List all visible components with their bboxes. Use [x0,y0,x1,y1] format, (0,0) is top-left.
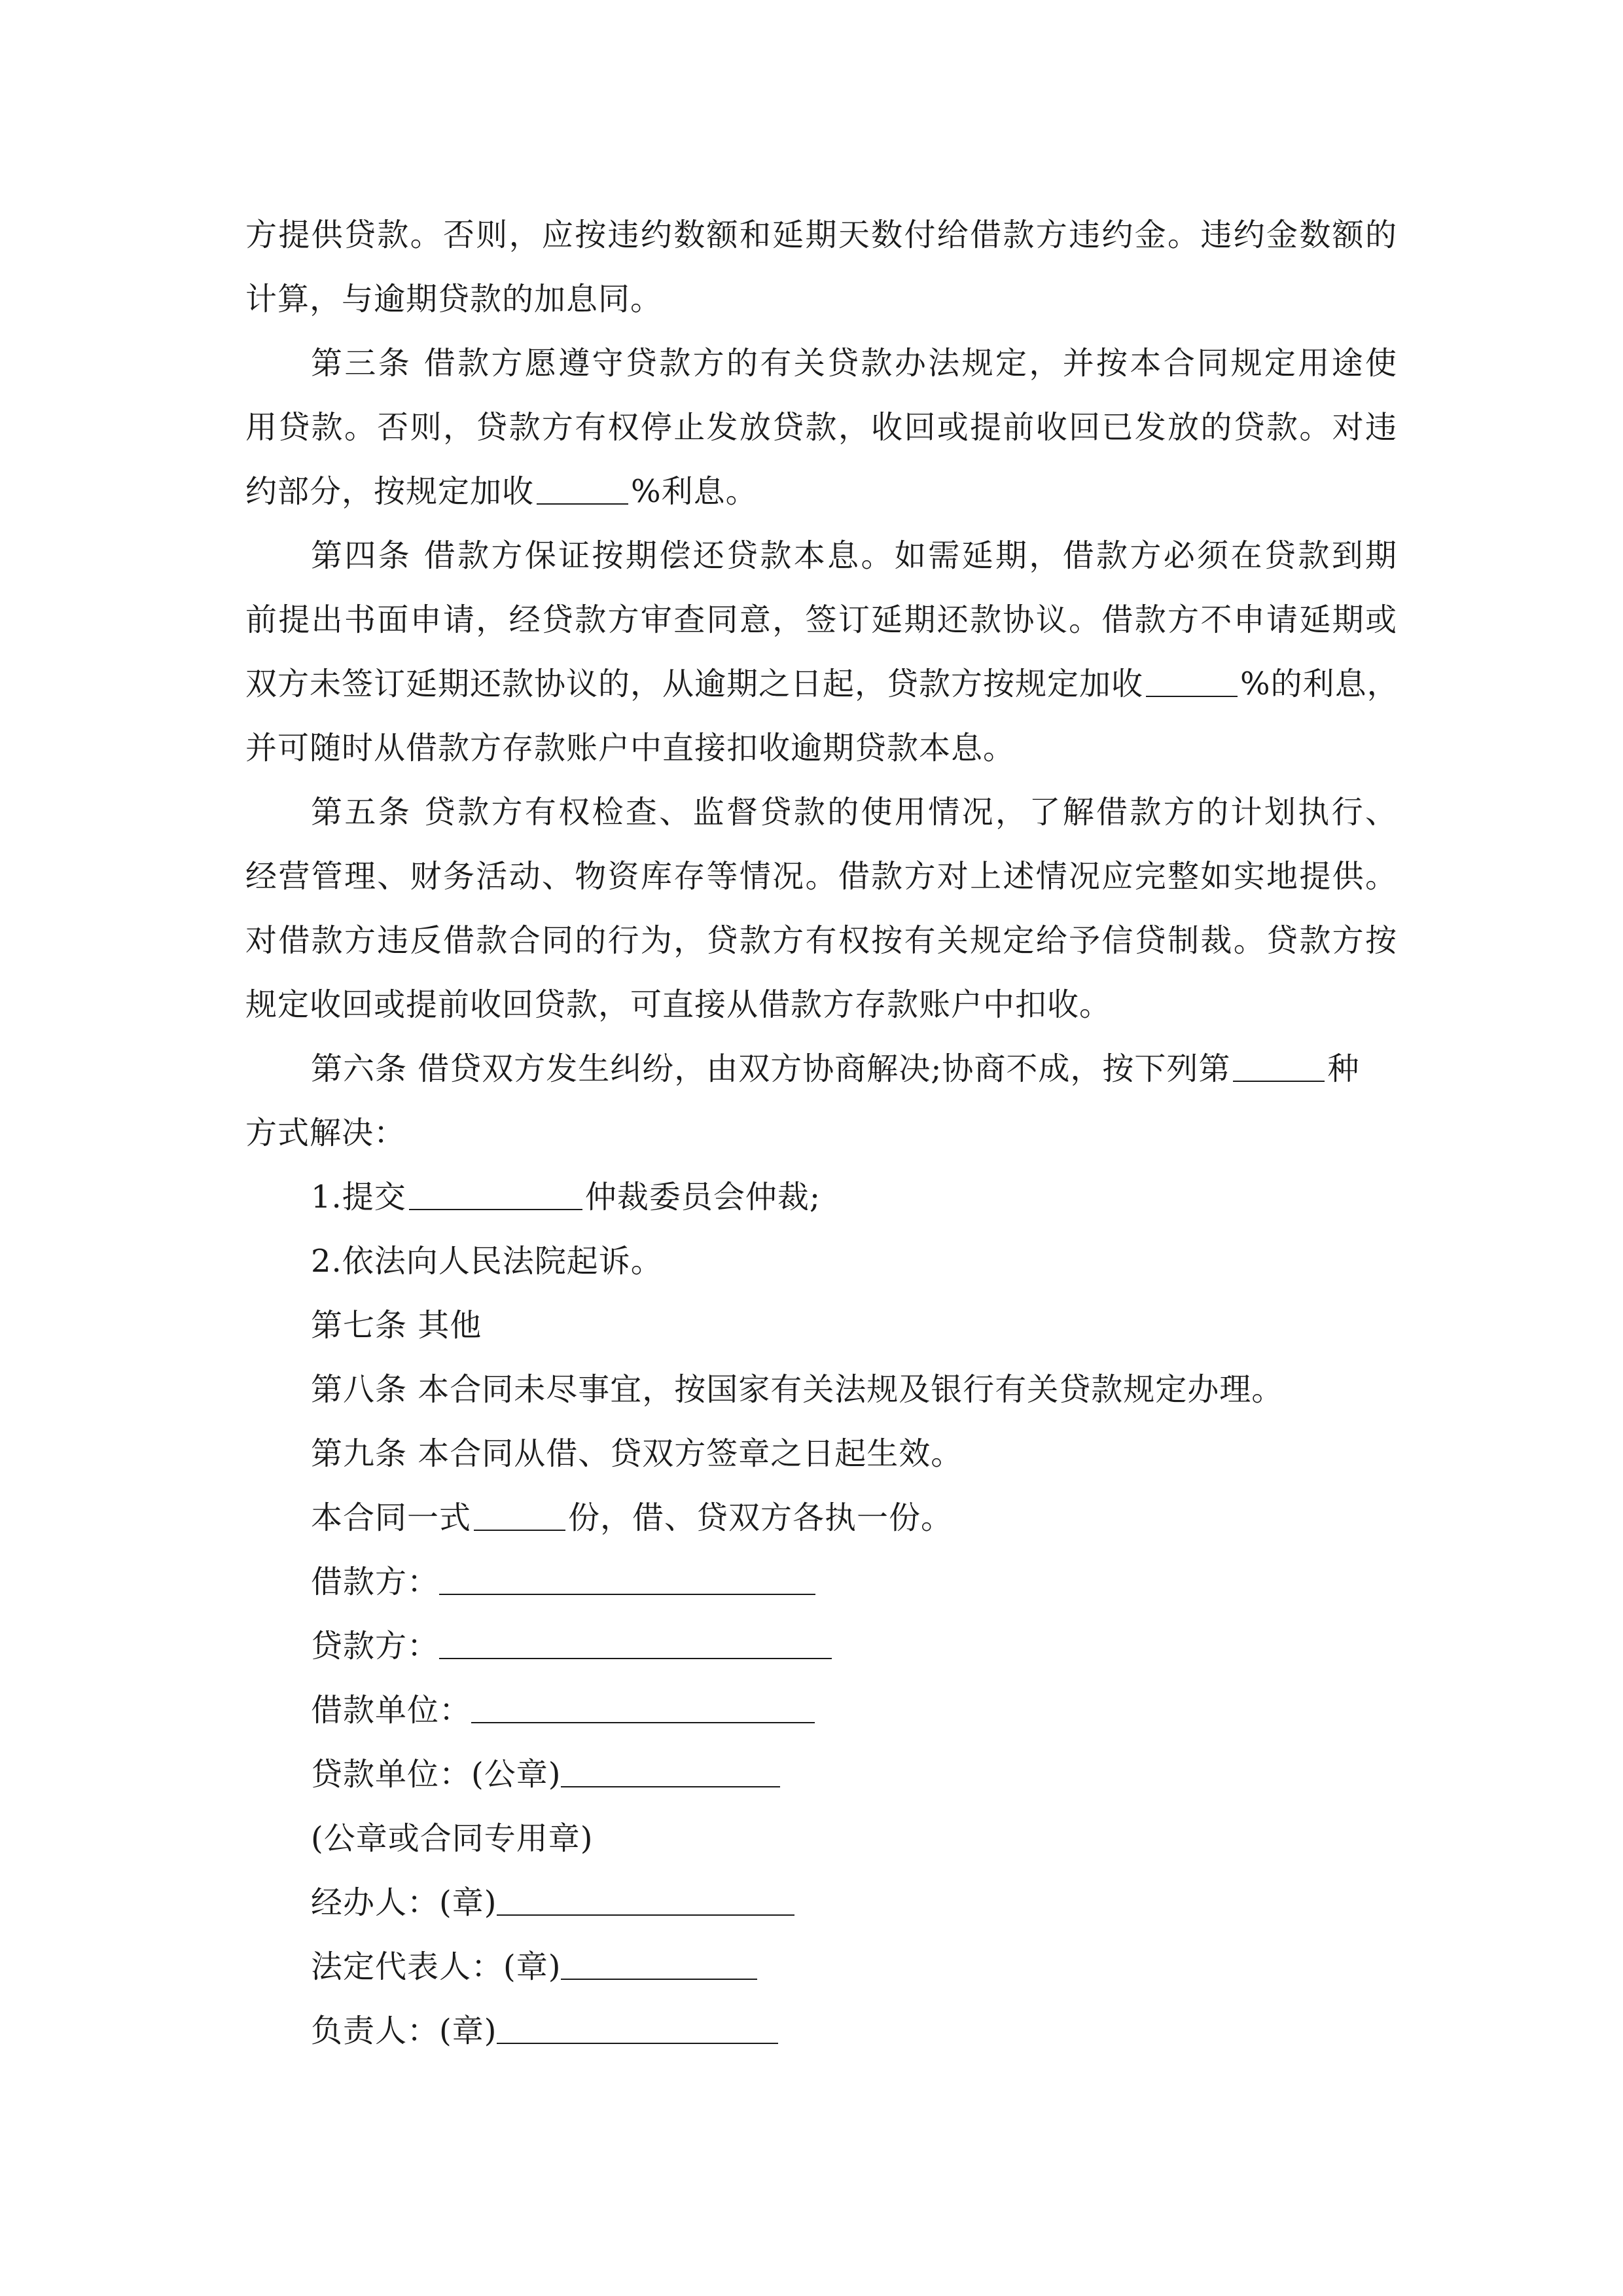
paragraph-line: 用贷款。否则，贷款方有权停止发放贷款，收回或提前收回已发放的贷款。对违 [245,409,1397,446]
signature-label: 贷款单位：(公章) [311,1756,562,1793]
fill-blank[interactable] [474,1499,565,1531]
signature-blank[interactable] [497,2013,778,2044]
text-segment: 种 [1327,1050,1360,1087]
signature-label: 法定代表人：(章) [311,1948,562,1985]
paragraph-line: 方提供贷款。否则，应按违约数额和延期天数付给借款方违约金。违约金数额的 [245,217,1397,253]
text-segment: 1.提交 [311,1179,406,1215]
article-7: 第七条 其他 [311,1307,482,1344]
signature-lender-unit [245,1742,1397,1806]
signature-borrower [245,1550,1397,1614]
signature-blank[interactable] [497,1884,794,1916]
paragraph-line: 对借款方违反借款合同的行为，贷款方有权按有关规定给予信贷制裁。贷款方按 [245,922,1397,959]
text-segment: %利息。 [631,473,758,510]
signature-blank[interactable] [561,1948,757,1980]
paragraph-line: 并可随时从借款方存款账户中直接扣收逾期贷款本息。 [245,730,1016,766]
signature-blank[interactable] [439,1628,832,1659]
fill-blank[interactable] [409,1179,582,1210]
paragraph-line: 规定收回或提前收回贷款，可直接从借款方存款账户中扣收。 [245,986,1112,1023]
text-segment: 双方未签订延期还款协议的，从逾期之日起，贷款方按规定加收 [245,666,1144,702]
fill-blank[interactable] [537,473,628,505]
signature-label: 贷款方： [311,1628,440,1664]
article-3-line: 第三条 借款方愿遵守贷款方的有关贷款办法规定，并按本合同规定用途使 [311,345,1397,382]
paragraph-line [245,459,1397,524]
article-4-line: 第四条 借款方保证按期偿还贷款本息。如需延期，借款方必须在贷款到期 [311,537,1397,574]
signature-label: 经办人：(章) [311,1884,497,1921]
signature-lender [245,1614,1397,1678]
article-9: 第九条 本合同从借、贷双方签章之日起生效。 [311,1435,963,1472]
signature-borrower-unit [245,1678,1397,1742]
text-segment: %的利息， [1240,666,1399,702]
text-segment: 份，借、贷双方各执一份。 [568,1499,954,1536]
text-segment: 本合同一式 [311,1499,472,1536]
paragraph-line: 计算，与逾期贷款的加息同。 [245,281,663,317]
option-2: 2.依法向人民法院起诉。 [311,1243,663,1280]
text-segment: 约部分，按规定加收 [245,473,535,510]
article-5-line: 第五条 贷款方有权检查、监督贷款的使用情况，了解借款方的计划执行、 [311,794,1397,831]
seal-note: (公章或合同专用章) [311,1820,594,1857]
signature-legal-rep [245,1935,1397,1999]
article-6-line [245,1037,1397,1101]
paragraph-line [245,652,1397,716]
fill-blank[interactable] [1233,1050,1325,1082]
signature-label: 借款方： [311,1564,440,1600]
paragraph-line: 前提出书面申请，经贷款方审查同意，签订延期还款协议。借款方不申请延期或 [245,601,1397,638]
signature-label: 借款单位： [311,1692,472,1729]
paragraph-line: 方式解决： [245,1115,406,1151]
text-segment: 仲裁委员会仲裁; [584,1179,821,1215]
copies-line [245,1486,1397,1550]
paragraph-line: 经营管理、财务活动、物资库存等情况。借款方对上述情况应完整如实地提供。 [245,858,1397,895]
signature-label: 负责人：(章) [311,2013,497,2049]
signature-handler [245,1871,1397,1935]
article-8: 第八条 本合同未尽事宜，按国家有关法规及银行有关贷款规定办理。 [311,1371,1284,1408]
option-1 [245,1165,1397,1229]
signature-responsible [245,1999,1397,2063]
signature-blank[interactable] [561,1756,780,1787]
text-segment: 第六条 借贷双方发生纠纷，由双方协商解决;协商不成，按下列第 [311,1050,1231,1087]
signature-blank[interactable] [439,1564,815,1595]
contract-page [245,203,1397,2063]
signature-blank[interactable] [471,1692,815,1723]
fill-blank[interactable] [1146,666,1238,697]
